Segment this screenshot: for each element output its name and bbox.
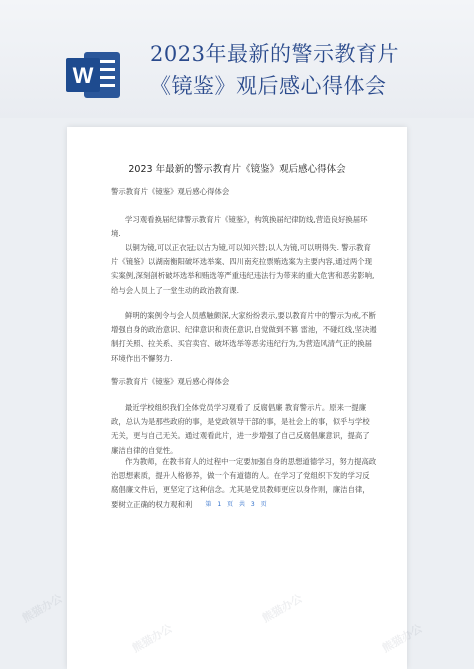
document-page: [67, 127, 407, 669]
banner-title: [150, 38, 450, 102]
page-number: 第 1 页 共 3 页: [205, 501, 269, 508]
header-banner: [0, 0, 474, 118]
paragraph-5: 作为教师，在教书育人的过程中一定要加强自身的思想道德学习，努力提高政治思想素质，提升人格修养，做一个有道德的人。在学习了党组织下发的学习反腐倡廉文件后，更坚定了这种信念。尤其是党员教师更应以身作则，廉洁自律，要树立正确的权力观和利: [111, 457, 377, 509]
paragraph-4: 最近学校组织我们全体党员学习观看了 反腐倡廉 教育警示片。原来一提廉政，总认为是那些政府的事，是党政领导干部的事，是社会上的事，似乎与学校无关，更与自己无关。通过观看此片，进一步增强了自己反腐倡廉意识，提高了廉洁自律的自觉性。: [111, 403, 370, 455]
word-icon: [64, 46, 122, 104]
banner-title-line1: 2023年最新的警示教育片: [150, 42, 399, 66]
word-logo-letter: W: [72, 63, 94, 88]
paragraph-subtitle-2: 警示教育片《镜鉴》观后感心得体会: [111, 377, 230, 386]
paragraph-3: 鲜明的案例令与会人员感触颇深,大家纷纷表示,要以教育片中的警示为戒,不断增强自身的政治意识、纪律意识和责任意识,自觉做到不篡 雷池，不碰红线,坚决遏制打关照、拉关系、买官卖官、破坏选举等恶劣违纪行为,为营造风清气正的换届环境作出不懈努力.: [111, 311, 377, 363]
paragraph-subtitle-1: 警示教育片《镜鉴》观后感心得体会: [111, 187, 230, 196]
paragraph-1: 学习观看换届纪律警示教育片《镜鉴》，构筑换届纪律防线,营造良好换届环境.: [111, 215, 368, 239]
paragraph-2: 以铜为镜,可以正衣冠;以古为镜,可以知兴替;以人为镜,可以明得失. 警示教育片《镜鉴》以湖南衡阳破坏选举案、四川南充拉票贿选案为主要内容,通过两个现实案例,深刻剖析破坏选举和贿选等严重违纪违法行为带来的重大危害和恶劣影响,给与会人员上了一堂生动的政治教育课.: [111, 243, 375, 295]
document-title: 2023 年最新的警示教育片《镜鉴》观后感心得体会: [128, 164, 346, 175]
watermark: 熊猫办公: [19, 591, 65, 626]
banner-title-line2: 《镜鉴》观后感心得体会: [150, 74, 387, 98]
